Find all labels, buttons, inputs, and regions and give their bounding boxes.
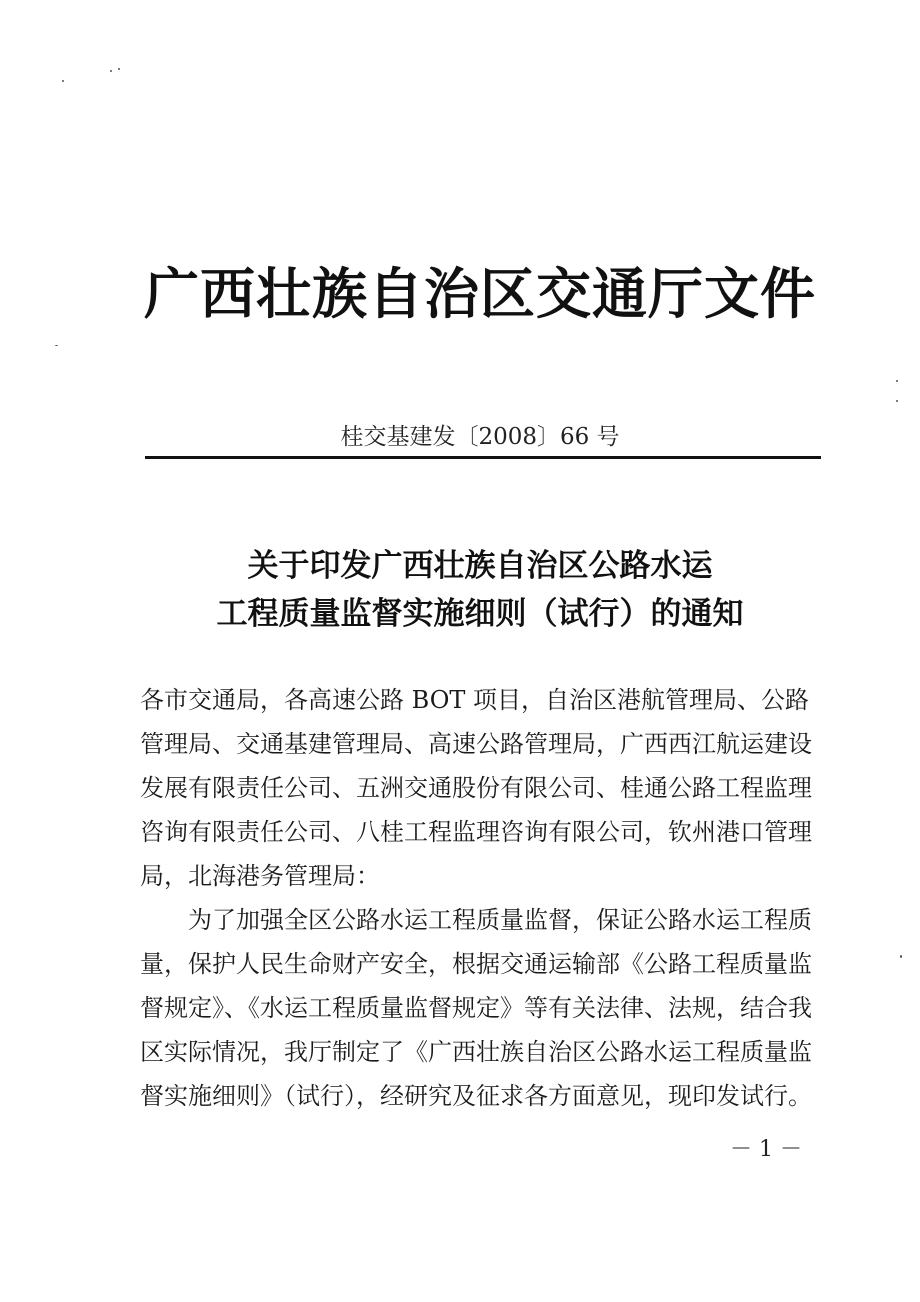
body-line-6: 为了加强全区公路水运工程质量监督，保证公路水运工程质 [188, 906, 812, 934]
document-number: 桂交基建发〔2008〕66 号 [340, 424, 620, 450]
body-line-1: 各市交通局，各高速公路 BOT 项目，自治区港航管理局、公路 [140, 686, 810, 714]
body-line-10: 督实施细则》（试行），经研究及征求各方面意见，现印发试行。 [140, 1082, 812, 1110]
issuer-header-title: 广西壮族自治区交通厅文件 [143, 261, 816, 326]
notice-title-line-2: 工程质量监督实施细则（试行）的通知 [216, 596, 744, 632]
body-line-2: 管理局、交通基建管理局、高速公路管理局，广西西江航运建设 [140, 730, 812, 758]
body-line-5: 局，北海港务管理局： [140, 862, 380, 890]
scan-speck [118, 68, 120, 70]
body-line-7: 量，保护人民生命财产安全，根据交通运输部《公路工程质量监 [140, 950, 812, 978]
page-number: － 1 － [730, 1137, 802, 1162]
body-line-8: 督规定》、《水运工程质量监督规定》等有关法律、法规，结合我 [140, 994, 812, 1022]
notice-title-line-1: 关于印发广西壮族自治区公路水运 [247, 548, 713, 584]
scan-speck [896, 400, 898, 402]
body-line-4: 咨询有限责任公司、八桂工程监理咨询有限公司，钦州港口管理 [140, 818, 812, 846]
body-line-9: 区实际情况，我厅制定了《广西壮族自治区公路水运工程质量监 [140, 1038, 812, 1066]
scan-speck [55, 345, 58, 346]
scan-speck [900, 955, 902, 958]
header-rule [145, 456, 821, 459]
scan-speck [110, 70, 112, 72]
body-line-3: 发展有限责任公司、五洲交通股份有限公司、桂通公路工程监理 [140, 774, 812, 802]
scan-speck [896, 380, 898, 382]
scan-speck [62, 80, 64, 82]
